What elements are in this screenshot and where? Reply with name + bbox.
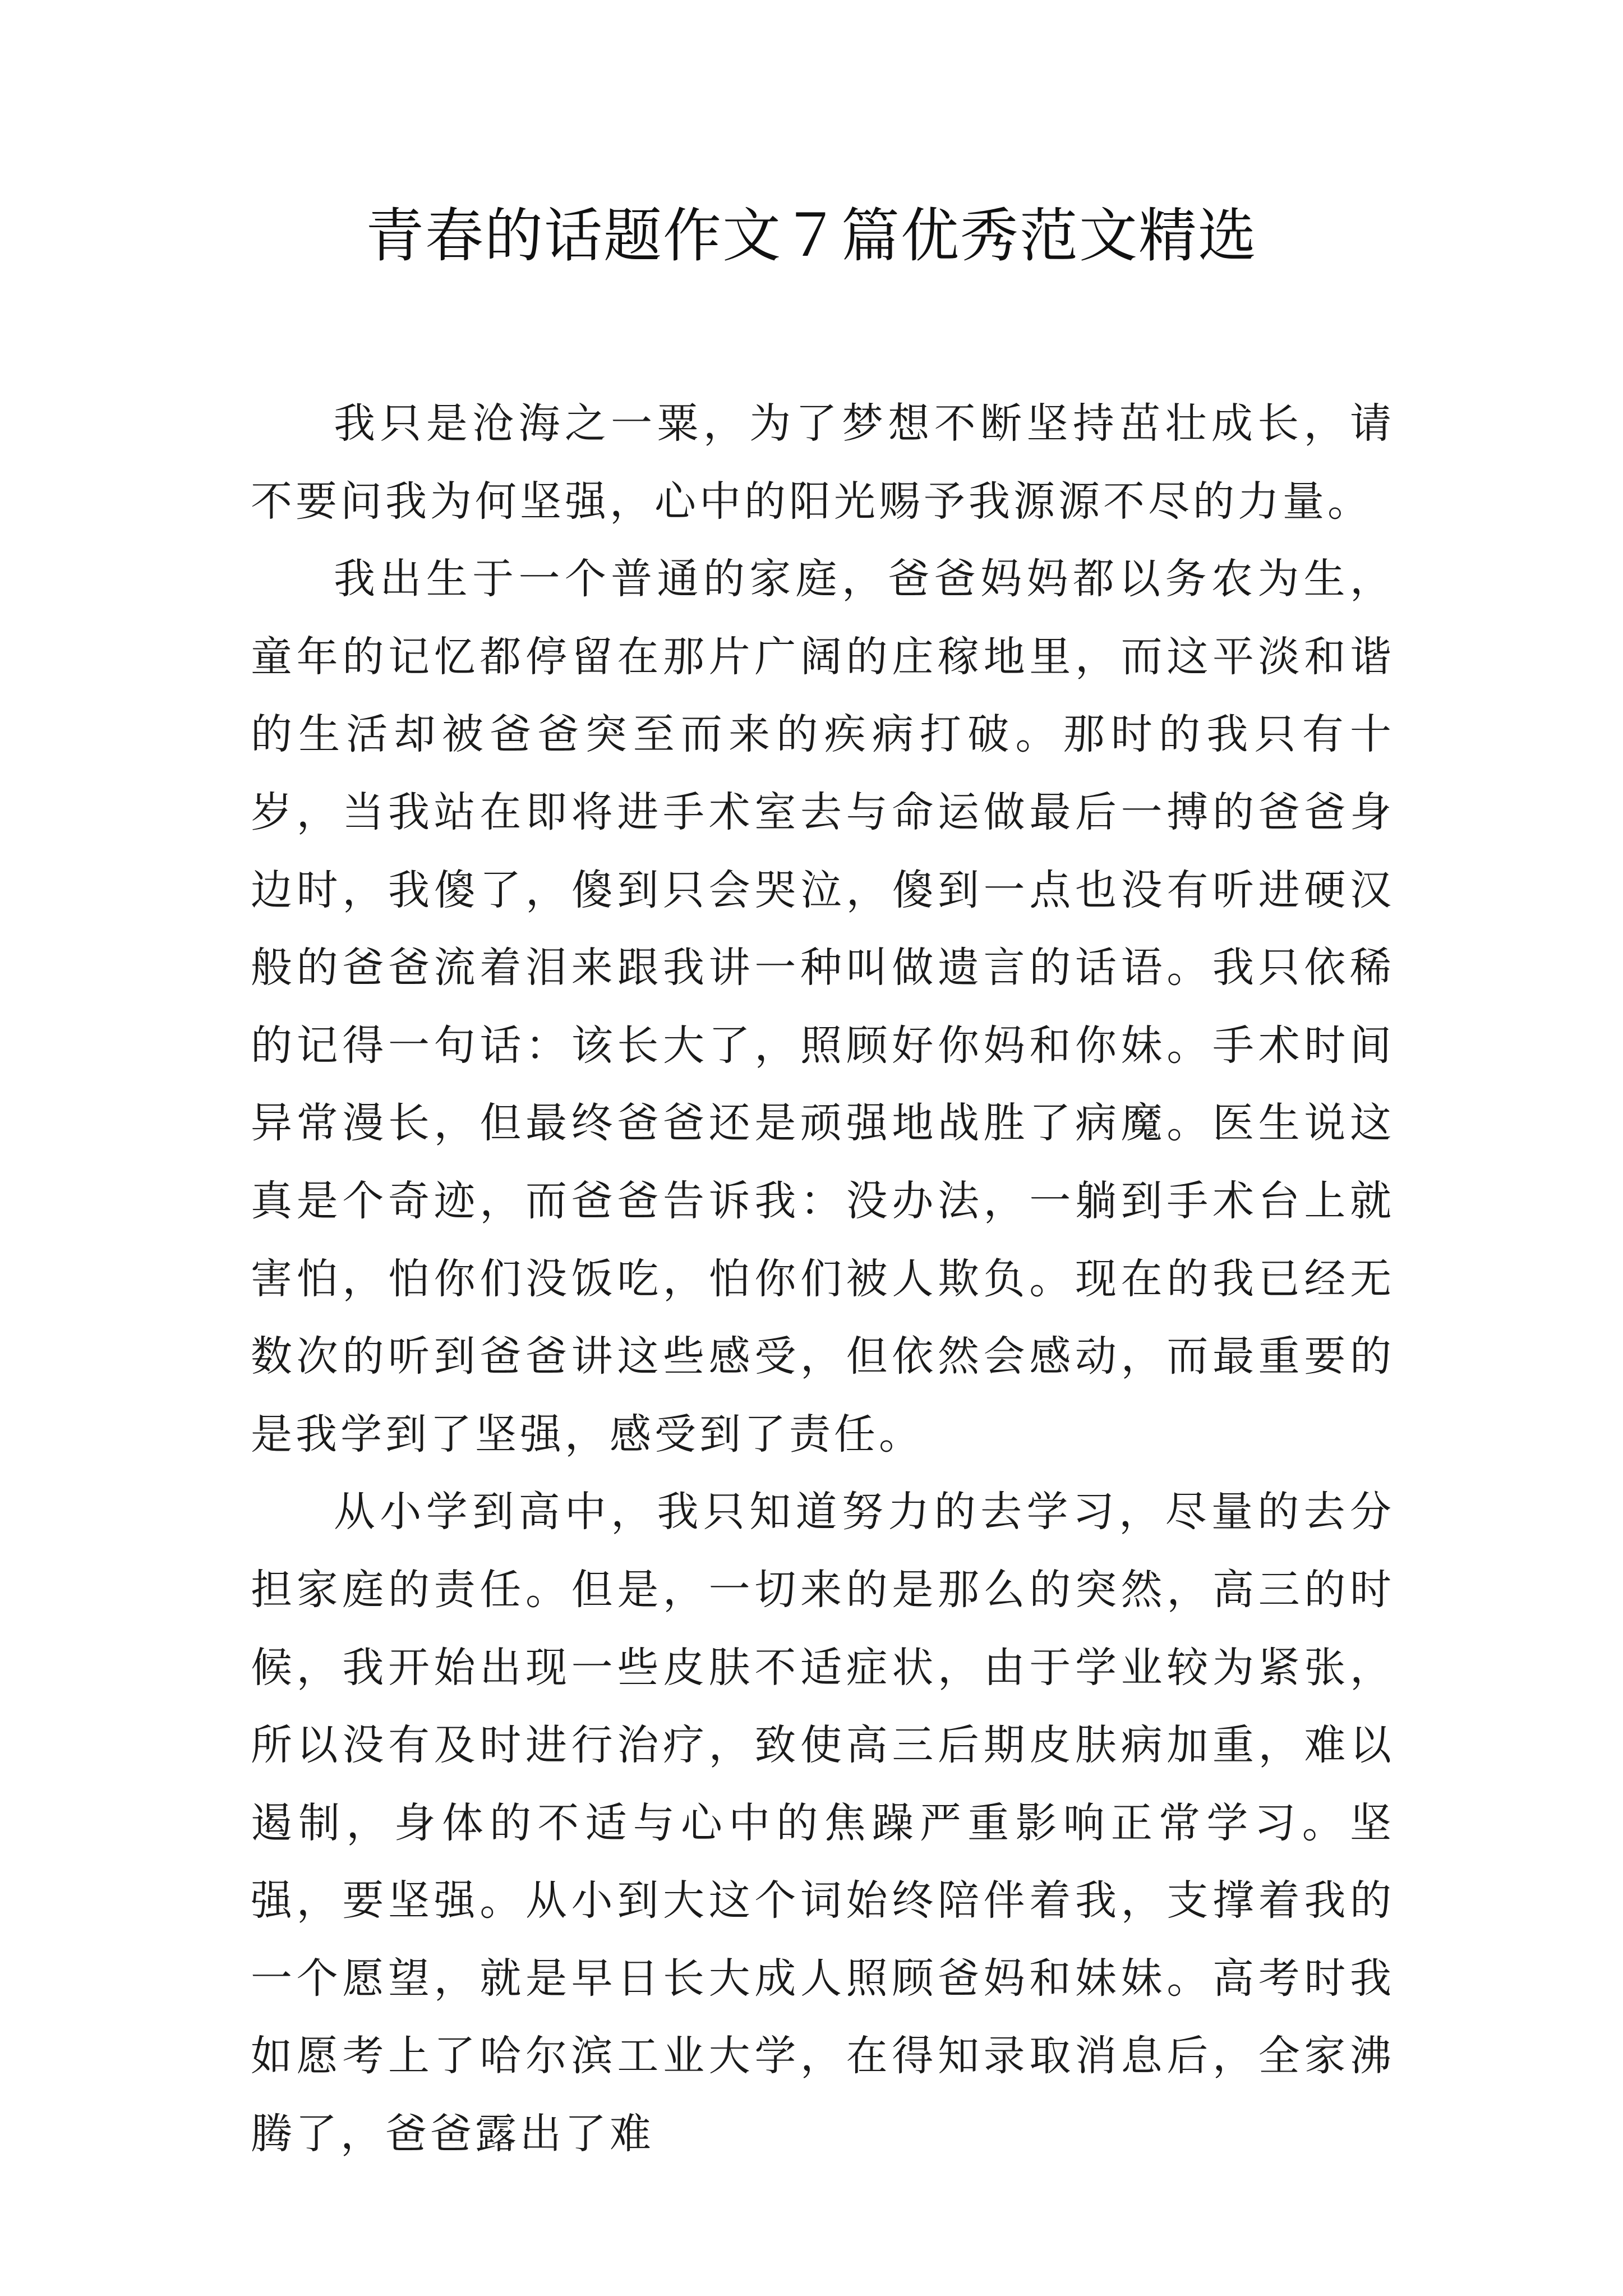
paragraph-2: 我出生于一个普通的家庭，爸爸妈妈都以务农为生，童年的记忆都停留在那片广阔的庄稼地里，而这平淡和谐的生活却被爸爸突至而来的疾病打破。那时的我只有十岁，当我站在即将进手术室去与命运做最后一搏的爸爸身边时，我傻了，傻到只会哭泣，傻到一点也没有听进硬汉般的爸爸流着泪来跟我讲一种叫做遗言的话语。我只依稀的记得一句话：该长大了，照顾好你妈和你妹。手术时间异常漫长，但最终爸爸还是顽强地战胜了病魔。医生说这真是个奇迹，而爸爸告诉我：没办法，一躺到手术台上就害怕，怕你们没饭吃，怕你们被人欺负。现在的我已经无数次的听到爸爸讲这些感受，但依然会感动，而最重要的是我学到了坚强，感受到了责任。 [251, 555, 1395, 1458]
paragraph-3: 从小学到高中，我只知道努力的去学习，尽量的去分担家庭的责任。但是，一切来的是那么的突然，高三的时候，我开始出现一些皮肤不适症状，由于学业较为紧张，所以没有及时进行治疗，致使高三后期皮肤病加重，难以遏制，身体的不适与心中的焦躁严重影响正常学习。坚强，要坚强。从小到大这个词始终陪伴着我，支撑着我的一个愿望，就是早日长大成人照顾爸妈和妹妹。高考时我如愿考上了哈尔滨工业大学，在得知录取消息后，全家沸腾了，爸爸露出了难 [251, 1488, 1395, 2159]
paragraph-1: 我只是沧海之一粟，为了梦想不断坚持茁壮成长，请不要问我为何坚强，心中的阳光赐予我源源不尽的力量。 [251, 399, 1395, 526]
document-title: 青春的话题作文７篇优秀范文精选 [365, 201, 1257, 270]
document-body [251, 385, 1395, 2173]
